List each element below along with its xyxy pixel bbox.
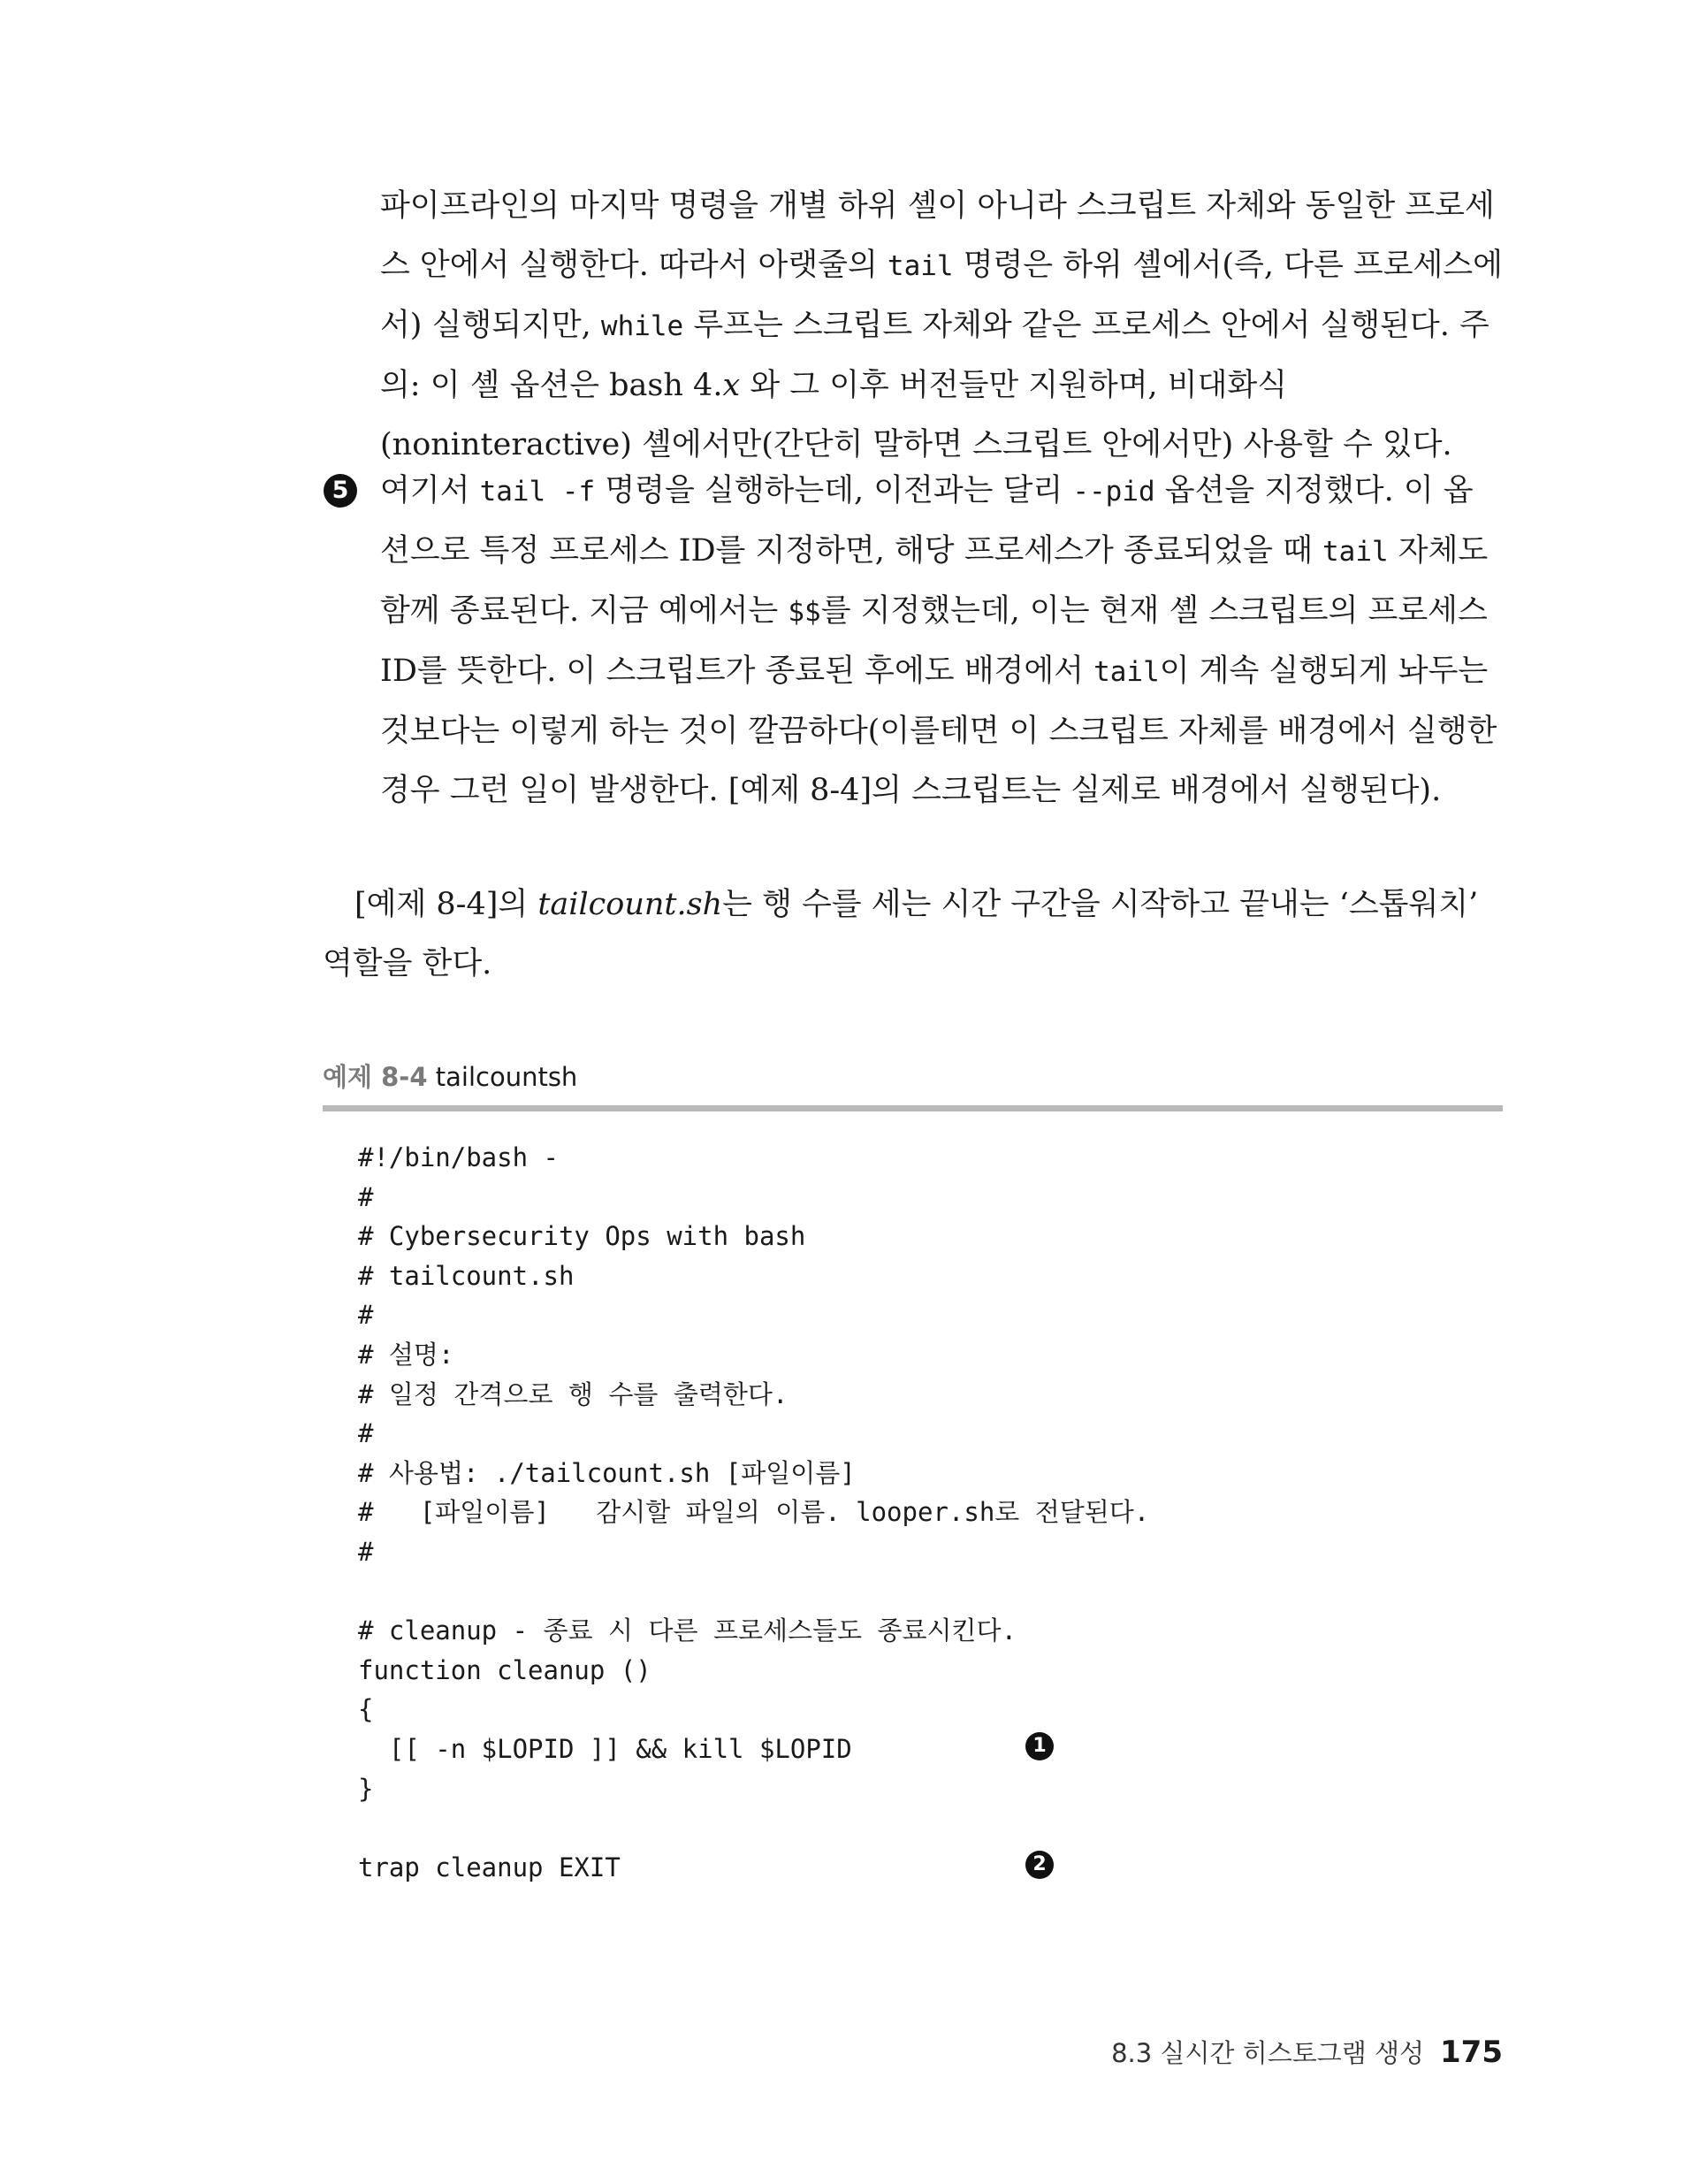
code-line: # cleanup - 종료 시 다른 프로세스들도 종료시킨다.	[358, 1615, 1017, 1646]
section-title: 8.3 실시간 히스토그램 생성	[1111, 2038, 1425, 2068]
inline-code: tail -f	[479, 476, 596, 508]
callout-marker-2: 2	[1025, 1851, 1054, 1879]
example-caption	[323, 1058, 577, 1094]
code-line: # 일정 간격으로 행 수를 출력한다.	[358, 1378, 789, 1409]
inline-code: while	[600, 310, 684, 342]
code-line: # Cybersecurity Ops with bash	[358, 1221, 806, 1252]
inline-code: --pid	[1072, 476, 1155, 508]
code-line: #	[358, 1300, 374, 1331]
inline-code: $$	[788, 596, 821, 628]
inline-code: tail	[887, 250, 954, 282]
code-line: # tailcount.sh	[358, 1260, 575, 1291]
code-line: function cleanup ()	[358, 1654, 651, 1685]
example-title: tailcountsh	[435, 1062, 578, 1092]
example-rule	[323, 1105, 1503, 1111]
code-line-with-callout	[358, 1730, 1330, 1769]
filename-italic: tailcount.sh	[537, 887, 723, 922]
version-italic: x	[722, 368, 741, 403]
code-line: #	[358, 1536, 374, 1567]
page-footer	[1111, 2034, 1503, 2070]
code-line: #!/bin/bash -	[358, 1142, 559, 1172]
code-listing	[358, 1138, 1330, 1887]
code-text: [[ -n $LOPID ]] && kill $LOPID	[358, 1733, 852, 1764]
code-line: {	[358, 1694, 374, 1725]
code-text: trap cleanup EXIT	[358, 1852, 621, 1882]
code-line: # 사용법: ./tailcount.sh [파일이름]	[358, 1457, 856, 1488]
code-line: # [파일이름] 감시할 파일의 이름. looper.sh로 전달된다.	[358, 1497, 1150, 1528]
inline-code: tail	[1322, 536, 1389, 568]
code-line: #	[358, 1181, 374, 1212]
body-paragraph: [예제 8-4]의 tailcount.sh는 행 수를 세는 시간 구간을 시작하고 끝내는 ‘스톱워치’ 역할을 한다.	[323, 887, 1479, 981]
page-number: 175	[1440, 2035, 1503, 2070]
example-number: 예제 8-4	[323, 1062, 428, 1092]
code-line: #	[358, 1418, 374, 1449]
callout-marker-1: 1	[1025, 1732, 1054, 1760]
code-line: }	[358, 1773, 374, 1804]
code-line-with-callout	[358, 1848, 1330, 1888]
callout-marker-5: 5	[324, 474, 357, 508]
note-paragraph-4: 파이프라인의 마지막 명령을 개별 하위 셸이 아니라 스크립트 자체와 동일한 프로세스 안에서 실행한다. 따라서 아랫줄의 tail 명령은 하위 셸에서(즉, 다른 프로세스에서) 실행되지만, while 루프는 스크립트 자체와 같은 프로세스 안에서 실행된다. 주의: 이 셸 옵션은 bash 4.x 와 그 이후 버전들만 지원하며, 비대화식(noninteractive) 셸에서만(간단히 말하면 스크립트 안에서만) 사용할 수 있다.	[380, 188, 1503, 462]
code-line	[358, 1572, 1330, 1612]
code-line	[358, 1808, 1330, 1848]
inline-code: tail	[1093, 656, 1160, 688]
note-paragraph-5: 여기서 tail -f 명령을 실행하는데, 이전과는 달리 --pid 옵션을 지정했다. 이 옵션으로 특정 프로세스 ID를 지정하면, 해당 프로세스가 종료되었을 때 tail 자체도 함께 종료된다. 지금 예에서는 $$를 지정했는데, 이는 현재 셸 스크립트의 프로세스 ID를 뜻한다. 이 스크립트가 종료된 후에도 배경에서 tail이 계속 실행되게 놔두는 것보다는 이렇게 하는 것이 깔끔하다(이를테면 이 스크립트 자체를 배경에서 실행한 경우 그런 일이 발생한다. [예제 8-4]의 스크립트는 실제로 배경에서 실행된다).	[380, 473, 1497, 808]
code-line: # 설명:	[358, 1339, 454, 1370]
